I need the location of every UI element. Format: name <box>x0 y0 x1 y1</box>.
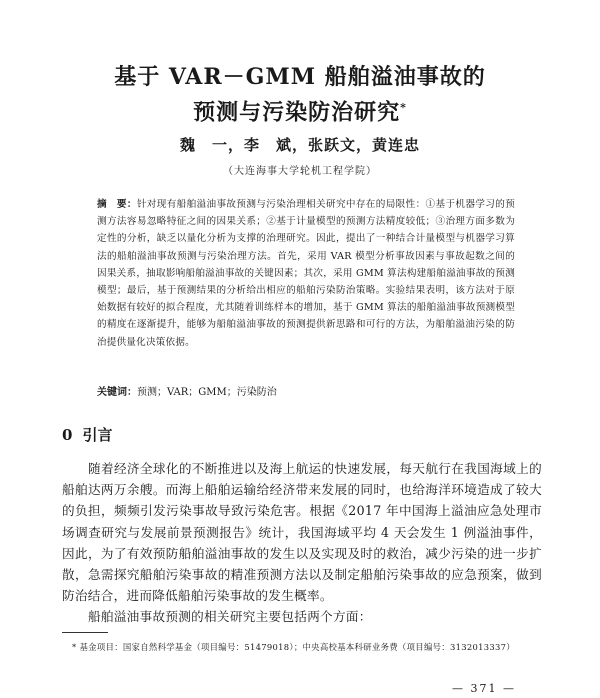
paper-title-line-1 <box>0 62 600 92</box>
paper-title-line-2 <box>0 93 600 127</box>
title-text-2: 预测与污染防治研究 <box>193 99 401 126</box>
abstract-label: 摘 要： <box>97 199 137 210</box>
author-list: 魏 一，李 斌，张跃文，黄连忠 <box>179 136 420 154</box>
title-text-1: 基于 VAR－GMM 船舶溢油事故的 <box>114 64 486 90</box>
keywords <box>97 384 515 401</box>
footnote <box>62 640 552 654</box>
abstract <box>97 196 515 351</box>
body-paragraph: 船舶溢油事故预测的相关研究主要包括两个方面： <box>88 609 372 625</box>
page-number: — 371 — <box>452 682 516 695</box>
body-text <box>62 458 542 628</box>
footnote-mark: * <box>72 642 77 652</box>
section-title: 引言 <box>82 426 113 444</box>
abstract-text: 针对现有船舶溢油事故预测与污染治理相关研究中存在的局限性：①基于机器学习的预测方法容易忽略特征之间的因果关系；②基于计量模型的预测方法精度较低；③治理方面多数为定性的分析，缺乏以量化分析为支撑的治理研究。因此，提出了一种结合计量模型与机器学习算法的船舶溢油事故预测与污染治理方法。首先，采用 VAR 模型分析事故因素与事故起数之间的因果关系，抽取影响船舶溢油事故的关键因素；其次，采用 GMM 算法构建船舶溢油事故的预测模型；最后，基于预测结果的分析给出相应的船舶污染防治策略。实验结果表明，该方法对于原始数据有较好的拟合程度，尤其随着训练样本的增加，基于 GMM 算法的船舶溢油事故预测模型的精度在逐渐提升，能够为船舶溢油事故的预测提供新思路和可行的方法，为船舶溢油污染的防治提供量化决策依据。 <box>97 199 515 348</box>
title-footnote-mark: * <box>400 101 407 114</box>
keywords-text: 预测；VAR；GMM；污染防治 <box>137 387 277 398</box>
footnote-text: 基金项目：国家自然科学基金（项目编号：51479018）；中央高校基本科研业务费（项目编号：3132013337） <box>79 642 515 652</box>
keywords-label: 关键词： <box>97 387 137 398</box>
section-number: 0 <box>62 426 73 444</box>
section-heading <box>62 424 112 445</box>
body-paragraph: 随着经济全球化的不断推进以及海上航运的快速发展，每天航行在我国海域上的船舶达两万余艘。而海上船舶运输给经济带来发展的同时，也给海洋环境造成了较大的负担，频频引发污染事故导致污染危害。根据《2017 年中国海上溢油应急处理市场调查研究与发展前景预测报告》统计，我国海域平均 4 天会发生 1 例溢油事件，因此，为了有效预防船舶溢油事故的发生以及实现及时的救治，减少污染的进一步扩散，急需探究船舶污染事故的精准预测方法以及制定船舶污染事故的应急预案，做到防治结合，进而降低船舶污染事故的发生概率。 <box>62 461 542 604</box>
affiliation: （大连海事大学轮机工程学院） <box>223 166 377 177</box>
footnote-divider <box>62 632 108 633</box>
